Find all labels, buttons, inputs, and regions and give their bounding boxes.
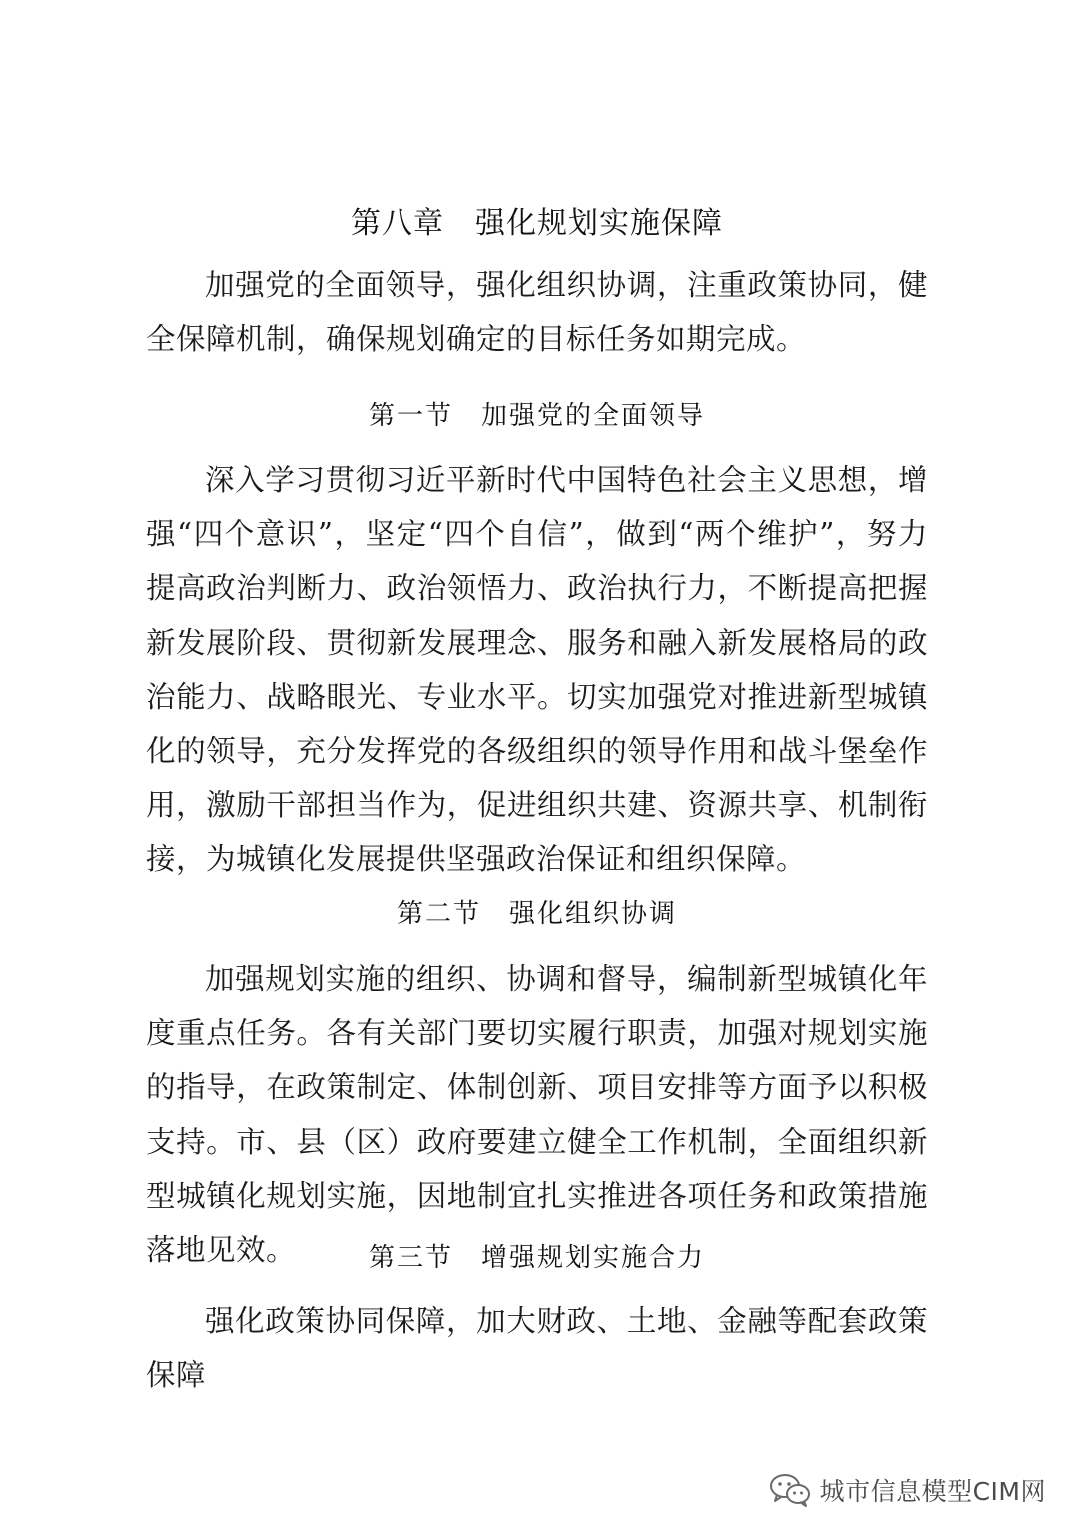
section-body-1: 深入学习贯彻习近平新时代中国特色社会主义思想，增强“四个意识”，坚定“四个自信”，做到“两个维护”，努力提高政治判断力、政治领悟力、政治执行力，不断提高把握新发展阶段、贯彻新发展理念、服务和融入新发展格局的政治能力、战略眼光、专业水平。切实加强党对推进新型城镇化的领导，充分发挥党的各级组织的领导作用和战斗堡垒作用，激励干部担当作为，促进组织共建、资源共享、机制衔接，为城镇化发展提供坚强政治保证和组织保障。 xyxy=(146,463,928,877)
chapter-intro-paragraph: 加强党的全面领导，强化组织协调，注重政策协同，健全保障机制，确保规划确定的目标任务如期完成。 xyxy=(146,268,928,357)
watermark xyxy=(768,1466,1046,1514)
section-title-2: 第二节 强化组织协调 xyxy=(396,899,677,929)
section-body-3: 强化政策协同保障，加大财政、土地、金融等配套政策保障 xyxy=(146,1304,928,1393)
section-title-1: 第一节 加强党的全面领导 xyxy=(368,401,705,431)
watermark-text: 城市信息模型CIM网 xyxy=(819,1477,1046,1506)
chapter-title: 第八章 强化规划实施保障 xyxy=(351,206,723,241)
wechat-icon xyxy=(768,1472,812,1508)
section-body-2: 加强规划实施的组织、协调和督导，编制新型城镇化年度重点任务。各有关部门要切实履行职责，加强对规划实施的指导，在政策制定、体制创新、项目安排等方面予以积极支持。市、县（区）政府要建立健全工作机制，全面组织新型城镇化规划实施，因地制宜扎实推进各项任务和政策措施落地见效。 xyxy=(146,962,928,1268)
section-title-3: 第三节 增强规划实施合力 xyxy=(368,1243,705,1273)
